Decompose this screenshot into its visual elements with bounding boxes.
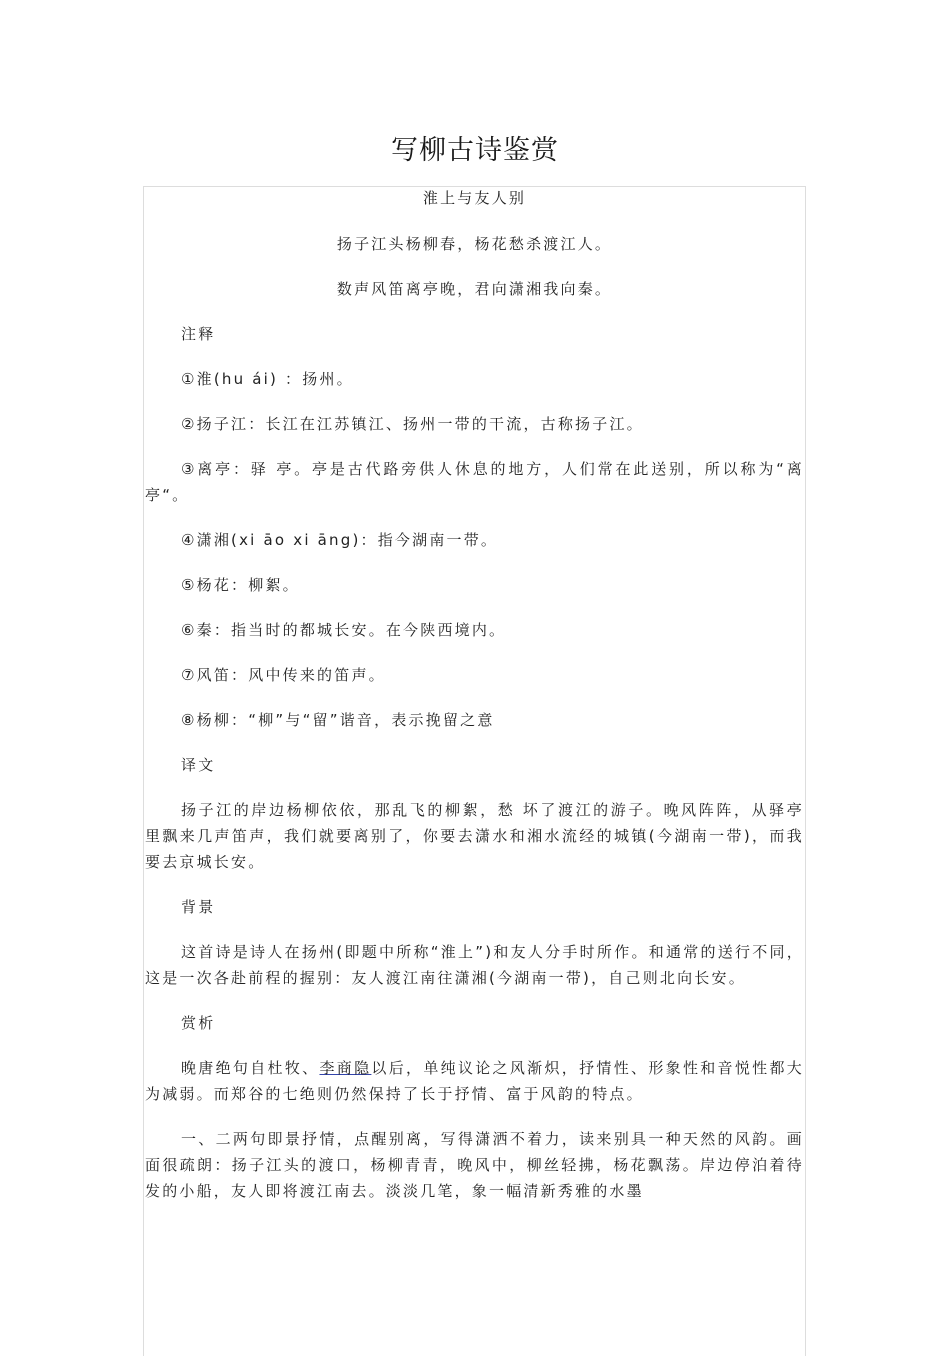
note-item-3: ③离亭：驿 亭。亭是古代路旁供人休息的地方，人们常在此送别，所以称为“离亭“。: [145, 460, 804, 504]
translation-text: 扬子江的岸边杨柳依依，那乱飞的柳絮，愁 坏了渡江的游子。晚风阵阵，从驿亭里飘来几声笛声，我们就要离别了，你要去潇水和湘水流经的城镇(今湖南一带)，而我要去京城长安。: [145, 801, 804, 871]
note-item-6: ⑥秦：指当时的都城长安。在今陕西境内。: [181, 621, 507, 639]
note-item-4: ④潇湘(xi āo xi āng)：指今湖南一带。: [181, 531, 499, 549]
appreciation-paragraph-2: 一、二两句即景抒情，点醒别离，写得潇洒不着力，读来别具一种天然的风韵。画面很疏朗：扬子江头的渡口，杨柳青青，晚风中，柳丝轻拂，杨花飘荡。岸边停泊着待发的小船，友人即将渡江南去。淡淡几笔，象一幅清新秀雅的水墨: [145, 1130, 804, 1200]
note-item-1: ①淮(hu ái) ：扬州。: [181, 370, 354, 388]
poem-line-2: 数声风笛离亭晚，君向潇湘我向秦。: [336, 280, 613, 298]
appreciation-paragraph-1: [145, 1055, 804, 1107]
background-text: 这首诗是诗人在扬州(即题中所称“淮上”)和友人分手时所作。和通常的送行不同，这是一次各赴前程的握别：友人渡江南往潇湘(今湖南一带)，自己则北向长安。: [145, 943, 804, 987]
poem-line-1: 扬子江头杨柳春，杨花愁杀渡江人。: [336, 235, 613, 253]
note-item-7: ⑦风笛：风中传来的笛声。: [181, 666, 386, 684]
background-heading: 背景: [181, 898, 216, 916]
note-item-2: ②扬子江：长江在江苏镇江、扬州一带的干流，古称扬子江。: [181, 415, 644, 433]
note-item-8: ⑧杨柳：“柳”与“留”谐音，表示挽留之意: [181, 711, 495, 729]
appreciation-text-before-link: 晚唐绝句自杜牧、: [181, 1059, 320, 1077]
translation-heading: 译文: [181, 756, 216, 774]
page-title: 写柳古诗鉴赏: [391, 135, 559, 166]
notes-heading: 注释: [181, 325, 216, 343]
note-item-5: ⑤杨花：柳絮。: [181, 576, 300, 594]
li-shangyin-link[interactable]: 李商隐: [319, 1059, 372, 1077]
poem-title: 淮上与友人别: [422, 189, 527, 207]
appreciation-heading: 赏析: [181, 1014, 216, 1032]
article-body: [145, 184, 804, 1204]
appreciation-text-after-link: 以后，单纯议论之风渐炽，抒情性、形象性和音悦性都大为减弱。而郑谷的七绝则仍然保持了长于抒情、富于风韵的特点。: [145, 1059, 804, 1103]
